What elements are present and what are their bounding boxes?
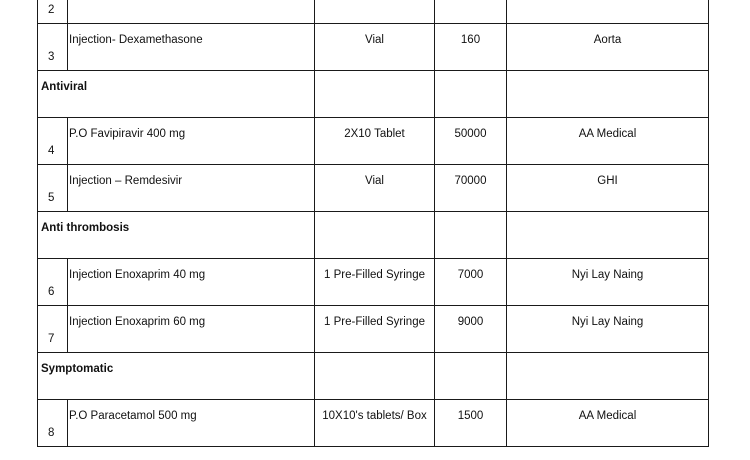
quantity xyxy=(435,0,507,24)
table-row xyxy=(38,306,709,353)
pack-unit: Vial xyxy=(315,165,435,212)
medicine-name: Injection – Remdesivir xyxy=(68,165,315,212)
medicine-name xyxy=(68,0,315,24)
quantity: 9000 xyxy=(435,306,507,353)
table-row xyxy=(38,24,709,71)
supplier-name: Nyi Lay Naing xyxy=(507,306,709,353)
supplier-name: Nyi Lay Naing xyxy=(507,259,709,306)
pack-unit: 2X10 Tablet xyxy=(315,118,435,165)
category-label: Anti thrombosis xyxy=(38,212,315,259)
pack-unit: 1 Pre-Filled Syringe xyxy=(315,259,435,306)
empty-cell xyxy=(507,353,709,400)
empty-cell xyxy=(315,71,435,118)
empty-cell xyxy=(435,71,507,118)
row-number: 3 xyxy=(38,24,68,71)
pack-unit: 10X10's tablets/ Box xyxy=(315,400,435,447)
table-row xyxy=(38,400,709,447)
row-number: 2 xyxy=(38,0,68,24)
category-label: Antiviral xyxy=(38,71,315,118)
empty-cell xyxy=(315,353,435,400)
empty-cell xyxy=(507,212,709,259)
row-number: 7 xyxy=(38,306,68,353)
empty-cell xyxy=(435,353,507,400)
medicine-name: Injection Enoxaprim 40 mg xyxy=(68,259,315,306)
quantity: 70000 xyxy=(435,165,507,212)
table-row xyxy=(38,118,709,165)
quantity: 160 xyxy=(435,24,507,71)
empty-cell xyxy=(435,212,507,259)
quantity: 1500 xyxy=(435,400,507,447)
supplier-name: GHI xyxy=(507,165,709,212)
table-row xyxy=(38,0,709,24)
category-row xyxy=(38,71,709,118)
supplier-name: AA Medical xyxy=(507,118,709,165)
row-number: 8 xyxy=(38,400,68,447)
pack-unit: Vial xyxy=(315,24,435,71)
supplier-name xyxy=(507,0,709,24)
medicine-table-body xyxy=(38,0,709,447)
pack-unit xyxy=(315,0,435,24)
row-number: 4 xyxy=(38,118,68,165)
row-number: 5 xyxy=(38,165,68,212)
category-label: Symptomatic xyxy=(38,353,315,400)
category-row xyxy=(38,212,709,259)
quantity: 50000 xyxy=(435,118,507,165)
medicine-name: Injection- Dexamethasone xyxy=(68,24,315,71)
empty-cell xyxy=(315,212,435,259)
pack-unit: 1 Pre-Filled Syringe xyxy=(315,306,435,353)
medicine-name: Injection Enoxaprim 60 mg xyxy=(68,306,315,353)
row-number: 6 xyxy=(38,259,68,306)
table-row xyxy=(38,165,709,212)
medicine-table xyxy=(37,0,709,447)
category-row xyxy=(38,353,709,400)
medicine-name: P.O Paracetamol 500 mg xyxy=(68,400,315,447)
empty-cell xyxy=(507,71,709,118)
table-row xyxy=(38,259,709,306)
supplier-name: Aorta xyxy=(507,24,709,71)
supplier-name: AA Medical xyxy=(507,400,709,447)
quantity: 7000 xyxy=(435,259,507,306)
medicine-name: P.O Favipiravir 400 mg xyxy=(68,118,315,165)
